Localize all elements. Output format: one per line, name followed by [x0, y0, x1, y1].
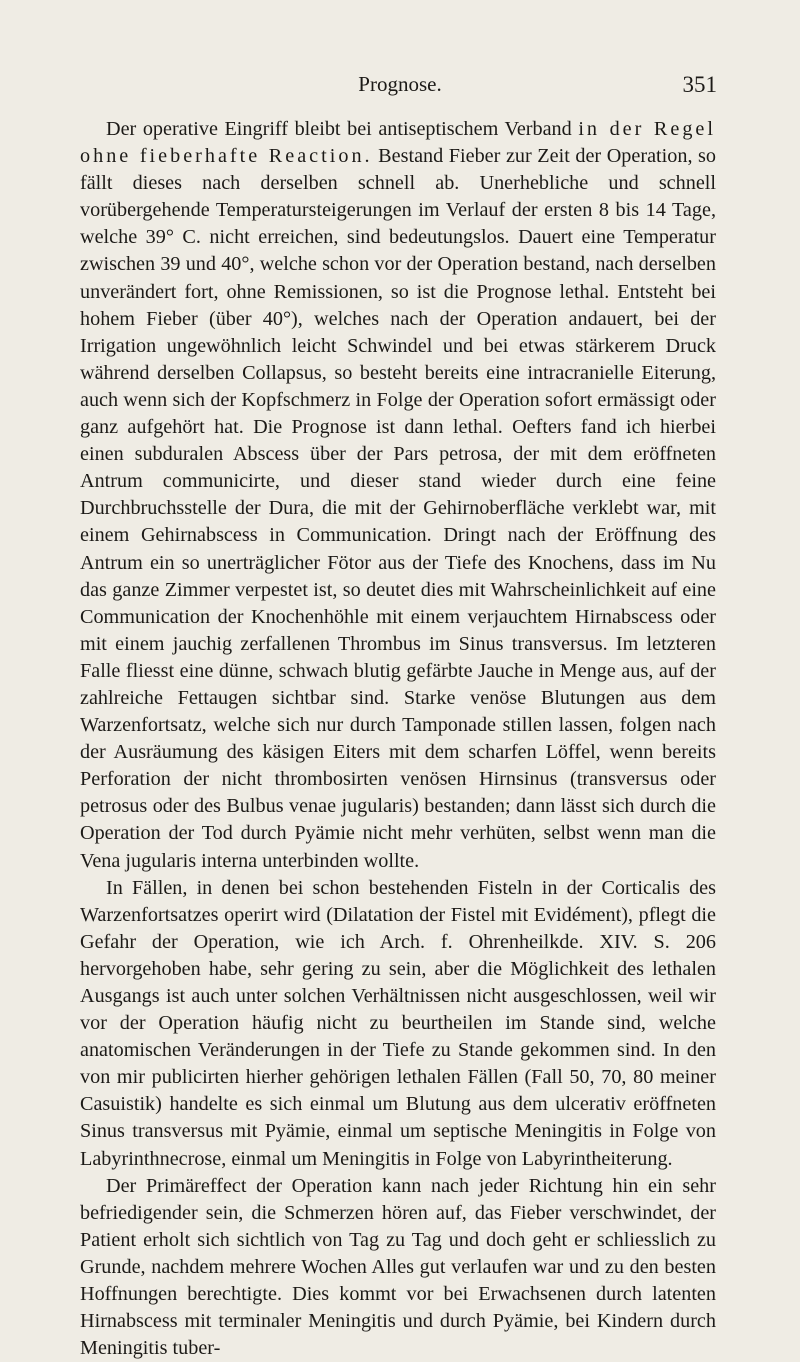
emphasized-phrase: in der Regel ohne fieberhafte Reaction.	[80, 118, 716, 168]
paragraph-3: Der Primäreffect der Operation kann nach jeder Richtung hin ein sehr befriedigender sein, die Schmerzen hören auf, das Fieber verschwindet, der Patient erholt sich sichtlich von Tag zu Tag und doch geht er schliesslich zu Grunde, nachdem mehrere Wochen Alles gut verlaufen war und zu den besten Hoffnungen berechtigte. Dies kommt vor bei Erwachsenen durch latenten Hirnabscess mit terminaler Meningitis und durch Pyämie, bei Kindern durch Meningitis tuber-	[80, 1174, 716, 1360]
paragraph-1-rest: Bestand Fieber zur Zeit der Operation, so fällt dieses nach derselben schnell ab. Unerhebliche und schnell vorübergehende Temperatursteigerungen im Verlauf der ersten 8 bis 14 Tage, welche 39° C. nicht erreichen, sind bedeutungslos. Dauert eine Temperatur zwischen 39 und 40°, welche schon vor der Operation bestand, nach derselben unverändert fort, ohne Remissionen, so ist die Prognose lethal. Entsteht bei hohem Fieber (über 40°), welches nach der Operation andauert, bei der Irrigation ungewöhnlich leicht Schwindel und bei etwas stärkerem Druck während derselben Collapsus, so besteht bereits eine intracranielle Eiterung, auch wenn sich der Kopfschmerz in Folge der Operation sofort ermässigt oder ganz aufgehört hat. Die Prognose ist dann lethal. Oefters fand ich hierbei einen subduralen Abscess über der Pars petrosa, der mit dem eröffneten Antrum communicirte, und dieser stand wieder durch eine feine Durchbruchsstelle der Dura, die mit der Gehirnoberfläche verklebt war, mit einem Gehirnabscess in Communication. Dringt nach der Eröffnung des Antrum ein so unerträglicher Fötor aus der Tiefe des Knochens, dass im Nu das ganze Zimmer verpestet ist, so deutet dies mit Wahrscheinlichkeit auf eine Communication der Knochenhöhle mit einem verjauchtem Hirnabscess oder mit einem jauchig zerfallenen Thrombus im Sinus transversus. Im letzteren Falle fliesst eine dünne, schwach blutig gefärbte Jauche in Menge aus, auf der zahlreiche Fettaugen sichtbar sind. Starke venöse Blutungen aus dem Warzenfortsatz, welche sich nur durch Tamponade stillen lassen, folgen nach der Ausräumung des käsigen Eiters mit dem scharfen Löffel, wenn bereits Perforation der nicht thrombosirten venösen Hirnsinus (transversus oder petrosus oder des Bulbus venae jugularis) bestanden; dann lässt sich durch die Operation der Tod durch Pyämie nicht mehr verhüten, selbst wenn man die Vena jugularis interna unterbinden wollte.	[80, 145, 717, 872]
body-text	[80, 116, 716, 1362]
paragraph-1-start: Der operative Eingriff bleibt bei antiseptischem Verband	[106, 118, 579, 140]
paragraph-2: In Fällen, in denen bei schon bestehenden Fisteln in der Corticalis des Warzenfortsatzes operirt wird (Dilatation der Fistel mit Evidément), pflegt die Gefahr der Operation, wie ich Arch. f. Ohrenheilkde. XIV. S. 206 hervorgehoben habe, sehr gering zu sein, aber die Möglichkeit des lethalen Ausgangs ist auch unter solchen Verhältnissen nicht ausgeschlossen, weil wir vor der Operation häufig nicht zu beurtheilen im Stande sind, welche anatomischen Veränderungen in der Tiefe zu Stande gekommen sind. In den von mir publicirten hierher gehörigen lethalen Fällen (Fall 50, 70, 80 meiner Casuistik) handelte es sich einmal um Blutung aus dem ulcerativ eröffneten Sinus transversus mit Pyämie, einmal um septische Meningitis in Folge von Labyrinthnecrose, einmal um Meningitis in Folge von Labyrintheiterung.	[80, 876, 716, 1170]
running-title: Prognose.	[358, 72, 442, 96]
page-header	[0, 72, 800, 104]
page-number: 351	[682, 72, 717, 97]
paragraph-1	[80, 116, 716, 875]
